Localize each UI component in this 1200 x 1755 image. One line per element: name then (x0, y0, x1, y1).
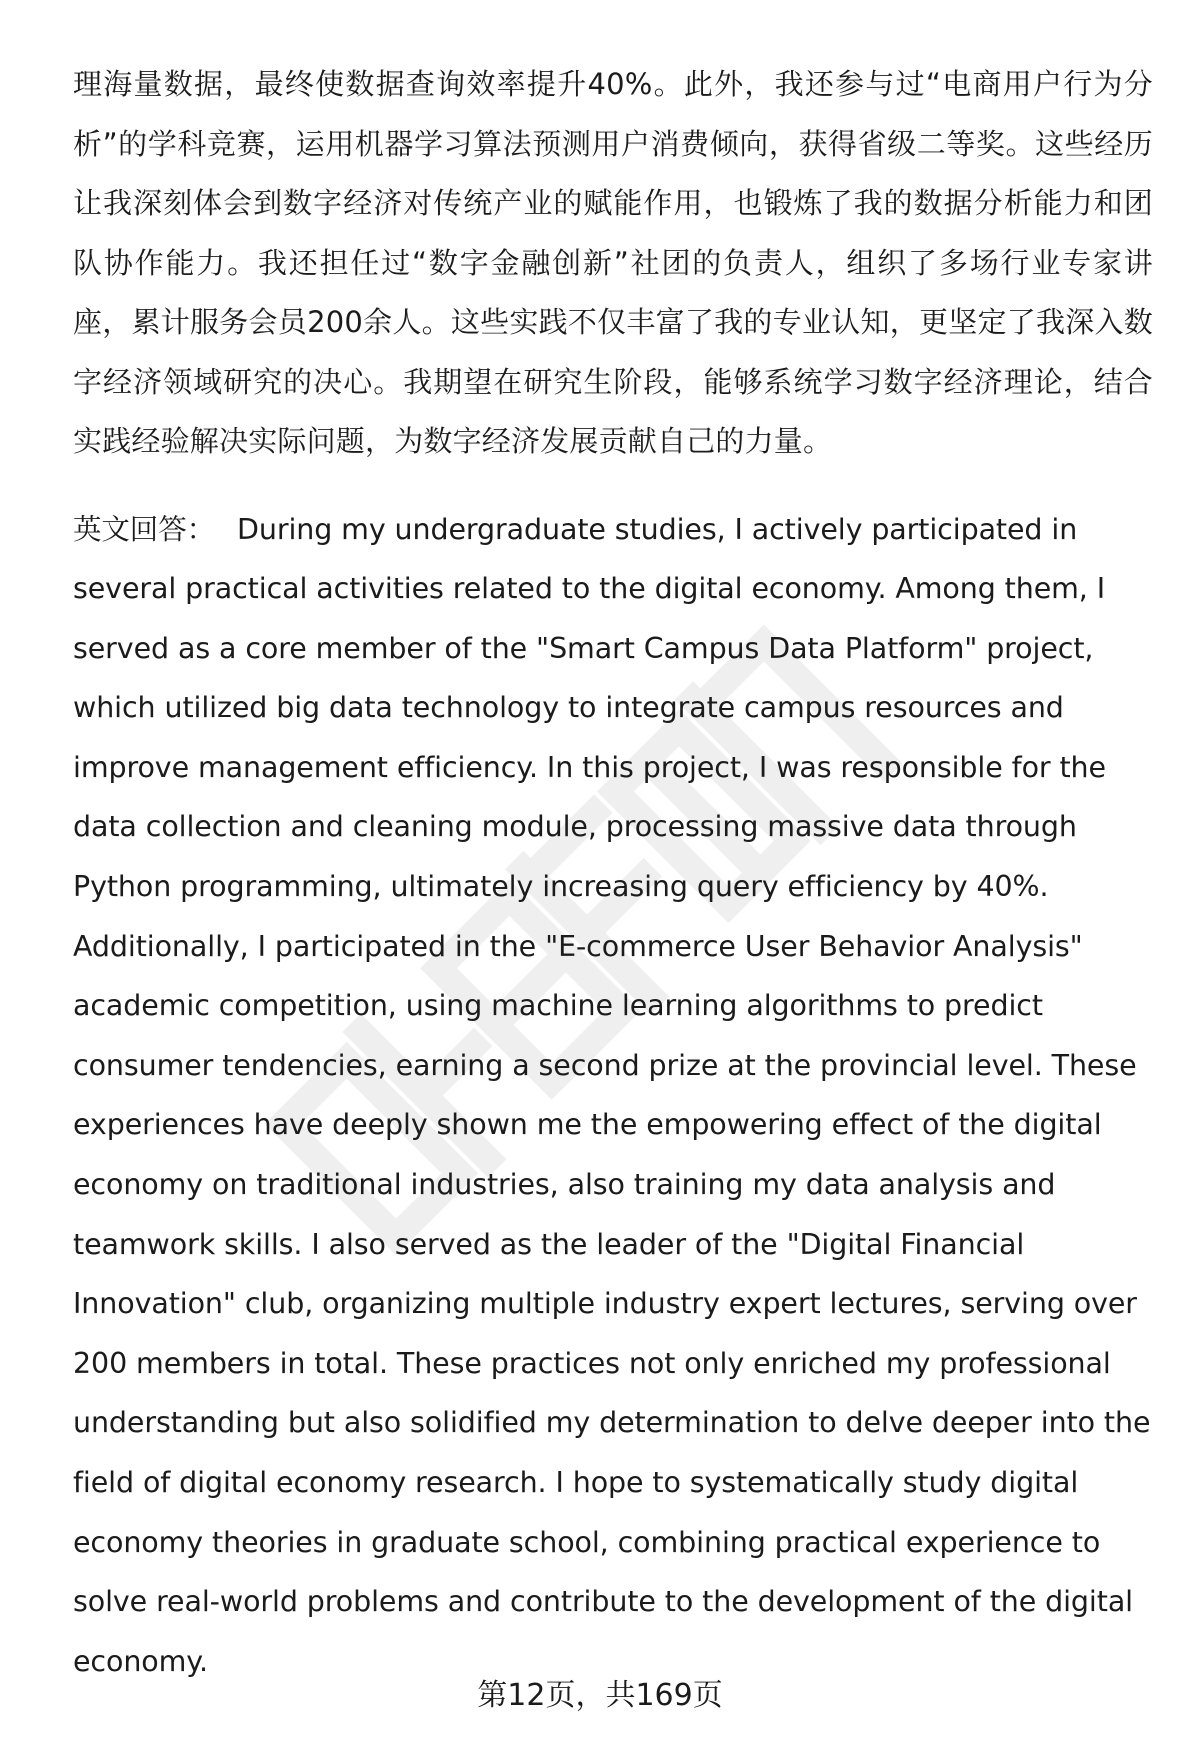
chinese-answer-paragraph: 理海量数据，最终使数据查询效率提升40%。此外，我还参与过“电商用户行为分析”的学科竞赛，运用机器学习算法预测用户消费倾向，获得省级二等奖。这些经历让我深刻体会到数字经济对传统产业的赋能作用，也锻炼了我的数据分析能力和团队协作能力。我还担任过“数字金融创新”社团的负责人，组织了多场行业专家讲座，累计服务会员200余人。这些实践不仅丰富了我的专业认知，更坚定了我深入数字经济领域研究的决心。我期望在研究生阶段，能够系统学习数字经济理论，结合实践经验解决实际问题，为数字经济发展贡献自己的力量。 (73, 67, 1153, 458)
english-answer-label: 英文回答： (73, 512, 216, 546)
english-answer-paragraph (73, 500, 1153, 1692)
page-number-footer: 第12页，共169页 (477, 1678, 723, 1713)
document-body (73, 55, 1153, 1691)
english-answer-text: During my undergraduate studies, I actively participated in several practical activities related to the digital economy. Among them, I served as a core member of the "Smart Campus Data Platform" project, which utilized big data technology to integrate campus resources and improve management efficiency. In this project, I was responsible for the data collection and cleaning module, processing massive data through Python programming, ultimately increasing query efficiency by 40%. Additionally, I participated in the "E-commerce User Behavior Analysis" academic competition, using machine learning algorithms to predict consumer tendencies, earning a second prize at the provincial level. These experiences have deeply shown me the empowering effect of the digital economy on traditional industries, also training my data analysis and teamwork skills. I also served as the leader of the "Digital Financial Innovation" club, organizing multiple industry expert lectures, serving over 200 members in total. These practices not only enriched my professional understanding but also solidified my determination to delve deeper into the field of digital economy research. I hope to systematically study digital economy theories in graduate school, combining practical experience to solve real-world problems and contribute to the development of the digital economy. (73, 512, 1151, 1678)
